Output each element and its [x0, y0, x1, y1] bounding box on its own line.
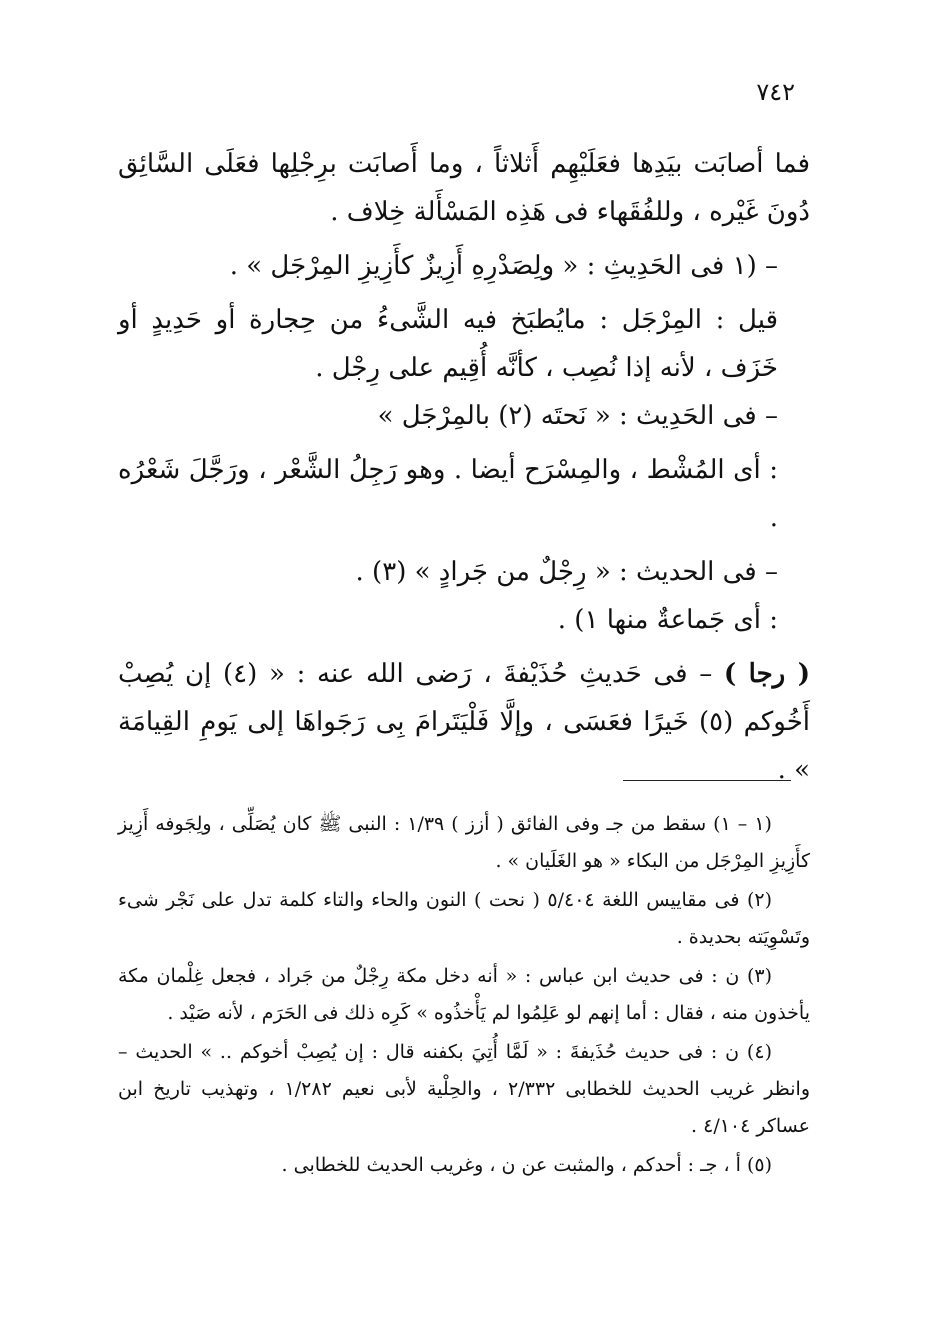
paragraph-4: – فى الحَدِيث : « نَحتَه (٢) بالمِرْجَل » [377, 401, 778, 431]
entry-body: – فى حَديثِ حُذَيْفةَ ، رَضى الله عنه : « (٤) إن يُصِبْ أَخُوكم (٥) خَيرًا فعَسَى ، وإلَّا فَلْيَتَرامَ بِى رَجَواهَا إلى يَومِ القِيامَة » . [118, 659, 810, 785]
paragraph-8 [118, 650, 810, 794]
paragraph-2: – (١ فى الحَدِيثِ : « ولِصَدْرِهِ أَزِيزٌ كأَزِيزِ المِرْجَل » . [229, 251, 778, 281]
entry-head: ( رجا ) [723, 659, 811, 689]
footnote-divider [623, 780, 791, 781]
paragraph-1: فما أصابَت بيَدِها فعَلَيْهِم أَثلاثاً ، وما أَصابَت برِجْلِها فعَلَى السَّائِق دُونَ غَيْره ، وللفُقَهاء فى هَذِه المَسْأَلة خِلاف . [118, 149, 810, 227]
main-text [118, 140, 810, 794]
footnote-1: (١ – ١) سقط من جـ وفى الفائق ( أزز ) ١/٣٩ : النبى ﷺ كان يُصَلِّى ، ولِجَوفه أَزِيز كأَزِيزِ المِرْجَل من البكاء « هو الغَلَيان » . [118, 813, 810, 872]
footnotes [118, 806, 810, 1186]
paragraph-3: قيل : المِرْجَل : مايُطبَخ فيه الشَّىءُ من حِجارة أو حَدِيدٍ أو خَزَف ، لأنه إذا نُصِب ، كأنَّه أُقِيم على رِجْل . [118, 305, 778, 383]
page-number: ٧٤٢ [756, 78, 795, 106]
footnote-3: (٣) ن : فى حديث ابن عباس : « أنه دخل مكة رِجْلٌ من جَراد ، فجعل غِلْمان مكة يأخذون منه ، فقال : أما إنهم لو عَلِمُوا لم يَأْخذُوه » كَرِه ذلك فى الحَرَم ، لأنه صَيْد . [118, 965, 810, 1024]
paragraph-6: – فى الحديث : « رِجْلٌ من جَرادٍ » (٣) . [355, 557, 778, 587]
footnote-4: (٤) ن : فى حديث حُذَيفةَ : « لَمَّا أُتِيَ بكفنه قال : إن يُصِبْ أخوكم .. » الحديث – وانظر غريب الحديث للخطابى ٢/٣٣٢ ، والحِلْية لأبى نعيم ١/٢٨٢ ، وتهذيب تاريخ ابن عساكر ٤/١٠٤ . [118, 1041, 811, 1137]
paragraph-7: : أى جَماعةٌ منها ١) . [557, 605, 778, 635]
paragraph-5: : أى المُشْط ، والمِسْرَح أيضا . وهو رَجِلُ الشَّعْر ، ورَجَّلَ شَعْرُه . [118, 455, 778, 533]
footnote-2: (٢) فى مقاييس اللغة ٥/٤٠٤ ( نحت ) النون والحاء والتاء كلمة تدل على نَجْر شىء وتَسْوِيَته بحديدة . [118, 889, 810, 948]
footnote-5: (٥) أ ، جـ : أحدكم ، والمثبت عن ن ، وغريب الحديث للخطابى . [281, 1154, 772, 1176]
